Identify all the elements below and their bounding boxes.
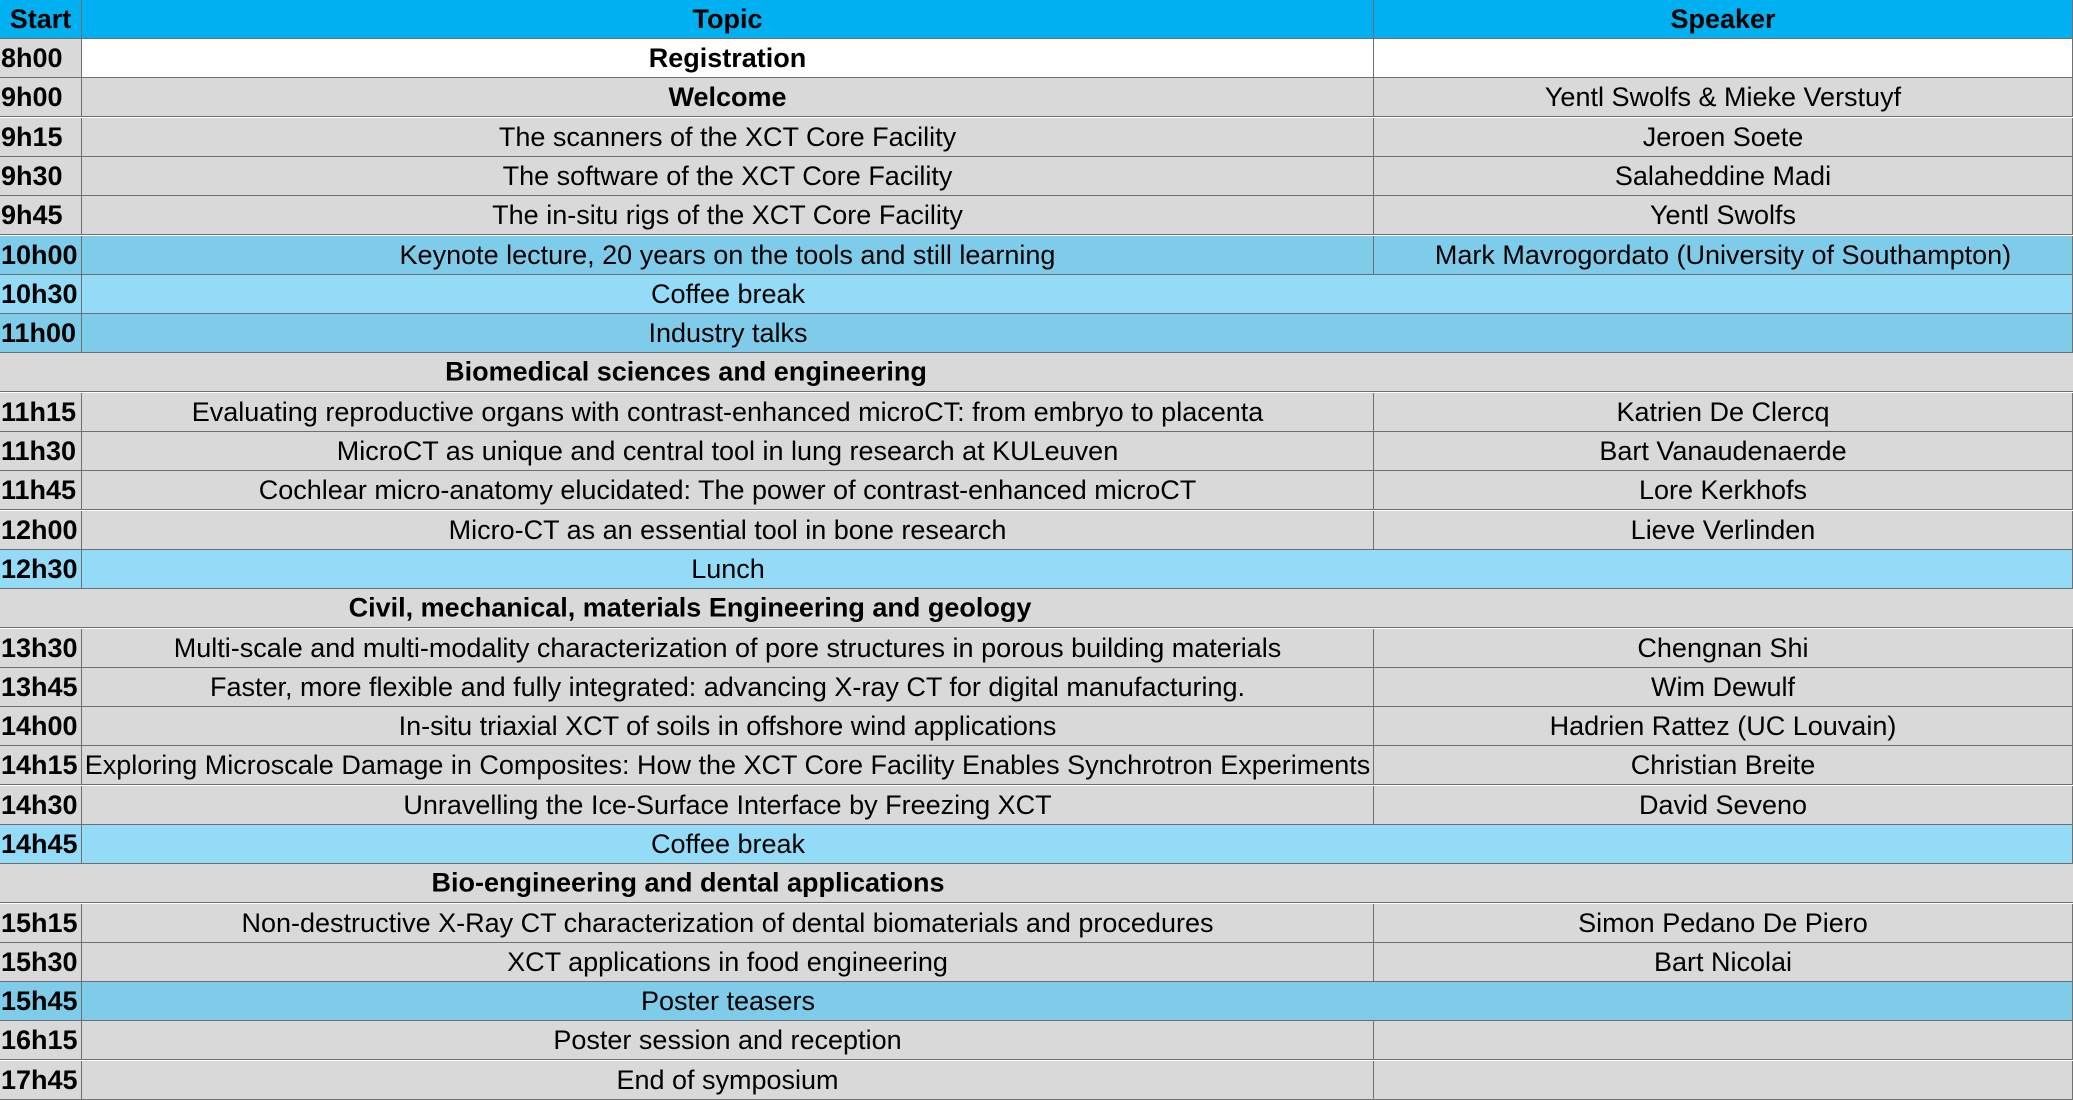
speaker-cell[interactable]: Salaheddine Madi bbox=[1374, 157, 2073, 196]
start-time[interactable]: 11h00 bbox=[0, 314, 82, 353]
section-header-row bbox=[0, 864, 2073, 903]
topic-cell[interactable] bbox=[82, 982, 2073, 1021]
speaker-cell[interactable]: Bart Nicolai bbox=[1374, 943, 2073, 982]
start-time[interactable]: 13h45 bbox=[0, 668, 82, 707]
topic-text: Industry talks bbox=[648, 317, 808, 348]
table-row bbox=[0, 236, 2073, 275]
topic-cell[interactable] bbox=[82, 550, 2073, 589]
table-row bbox=[0, 668, 2073, 707]
table-row bbox=[0, 707, 2073, 746]
speaker-cell[interactable]: David Seveno bbox=[1374, 786, 2073, 825]
table-row bbox=[0, 1021, 2073, 1060]
table-header bbox=[0, 0, 2073, 39]
table-row bbox=[0, 746, 2073, 785]
start-time[interactable]: 15h30 bbox=[0, 943, 82, 982]
section-heading[interactable] bbox=[0, 589, 2073, 628]
topic-cell[interactable] bbox=[82, 825, 2073, 864]
break-row bbox=[0, 825, 2073, 864]
table-row bbox=[0, 511, 2073, 550]
speaker-cell[interactable]: Jeroen Soete bbox=[1374, 118, 2073, 157]
start-time[interactable]: 9h30 bbox=[0, 157, 82, 196]
break-row bbox=[0, 982, 2073, 1021]
topic-cell[interactable]: The scanners of the XCT Core Facility bbox=[82, 118, 1374, 157]
table-row bbox=[0, 471, 2073, 510]
table-row bbox=[0, 786, 2073, 825]
speaker-cell[interactable]: Simon Pedano De Piero bbox=[1374, 904, 2073, 943]
speaker-cell[interactable]: Wim Dewulf bbox=[1374, 668, 2073, 707]
speaker-cell[interactable] bbox=[1374, 1021, 2073, 1060]
speaker-cell[interactable]: Yentl Swolfs & Mieke Verstuyf bbox=[1374, 78, 2073, 117]
start-time[interactable]: 11h45 bbox=[0, 471, 82, 510]
topic-cell[interactable]: Keynote lecture, 20 years on the tools and still learning bbox=[82, 236, 1374, 275]
topic-cell[interactable] bbox=[82, 275, 2073, 314]
topic-text: Coffee break bbox=[650, 828, 806, 859]
table-row bbox=[0, 904, 2073, 943]
start-time[interactable]: 11h15 bbox=[0, 393, 82, 432]
topic-cell[interactable]: MicroCT as unique and central tool in lung research at KULeuven bbox=[82, 432, 1374, 471]
start-time[interactable]: 17h45 bbox=[0, 1061, 82, 1100]
topic-cell[interactable]: Welcome bbox=[82, 78, 1374, 117]
start-time[interactable]: 14h15 bbox=[0, 746, 82, 785]
table-row bbox=[0, 1061, 2073, 1100]
speaker-cell[interactable]: Yentl Swolfs bbox=[1374, 196, 2073, 235]
table-row bbox=[0, 39, 2073, 78]
table-row bbox=[0, 78, 2073, 117]
start-time[interactable]: 11h30 bbox=[0, 432, 82, 471]
start-time[interactable]: 13h30 bbox=[0, 629, 82, 668]
section-heading[interactable] bbox=[0, 353, 2073, 392]
speaker-cell[interactable]: Bart Vanaudenaerde bbox=[1374, 432, 2073, 471]
start-time[interactable]: 14h30 bbox=[0, 786, 82, 825]
topic-cell[interactable]: The software of the XCT Core Facility bbox=[82, 157, 1374, 196]
topic-text: Lunch bbox=[691, 553, 765, 584]
start-time[interactable]: 14h00 bbox=[0, 707, 82, 746]
section-title: Bio-engineering and dental applications bbox=[431, 867, 945, 898]
topic-cell[interactable]: Micro-CT as an essential tool in bone research bbox=[82, 511, 1374, 550]
topic-cell[interactable]: Unravelling the Ice-Surface Interface by Freezing XCT bbox=[82, 786, 1374, 825]
topic-cell[interactable]: Cochlear micro-anatomy elucidated: The power of contrast-enhanced microCT bbox=[82, 471, 1374, 510]
speaker-cell[interactable]: Lieve Verlinden bbox=[1374, 511, 2073, 550]
start-time[interactable]: 16h15 bbox=[0, 1021, 82, 1060]
speaker-cell[interactable]: Katrien De Clercq bbox=[1374, 393, 2073, 432]
start-time[interactable]: 12h00 bbox=[0, 511, 82, 550]
topic-cell[interactable]: End of symposium bbox=[82, 1061, 1374, 1100]
table-row bbox=[0, 943, 2073, 982]
start-time[interactable]: 14h45 bbox=[0, 825, 82, 864]
speaker-cell[interactable]: Christian Breite bbox=[1374, 746, 2073, 785]
topic-cell[interactable]: Multi-scale and multi-modality characterization of pore structures in porous building materials bbox=[82, 629, 1374, 668]
topic-cell[interactable] bbox=[82, 314, 2073, 353]
start-time[interactable]: 15h15 bbox=[0, 904, 82, 943]
break-row bbox=[0, 314, 2073, 353]
topic-cell[interactable]: In-situ triaxial XCT of soils in offshore wind applications bbox=[82, 707, 1374, 746]
section-title: Biomedical sciences and engineering bbox=[445, 356, 927, 387]
topic-cell[interactable]: Evaluating reproductive organs with contrast-enhanced microCT: from embryo to placenta bbox=[82, 393, 1374, 432]
topic-text: Poster teasers bbox=[640, 985, 816, 1016]
speaker-cell[interactable]: Lore Kerkhofs bbox=[1374, 471, 2073, 510]
start-time[interactable]: 15h45 bbox=[0, 982, 82, 1021]
start-time[interactable]: 10h30 bbox=[0, 275, 82, 314]
section-header-row bbox=[0, 589, 2073, 628]
speaker-cell[interactable]: Mark Mavrogordato (University of Southampton) bbox=[1374, 236, 2073, 275]
topic-cell[interactable]: Poster session and reception bbox=[82, 1021, 1374, 1060]
start-time[interactable]: 9h45 bbox=[0, 196, 82, 235]
table-row bbox=[0, 196, 2073, 235]
start-time[interactable]: 9h15 bbox=[0, 118, 82, 157]
topic-text: Coffee break bbox=[650, 278, 806, 309]
section-title: Civil, mechanical, materials Engineering and geology bbox=[348, 592, 1032, 623]
start-time[interactable]: 8h00 bbox=[0, 39, 82, 78]
speaker-cell[interactable]: Hadrien Rattez (UC Louvain) bbox=[1374, 707, 2073, 746]
table-row bbox=[0, 118, 2073, 157]
table-row bbox=[0, 393, 2073, 432]
header-topic[interactable]: Topic bbox=[82, 0, 1374, 39]
speaker-cell[interactable] bbox=[1374, 1061, 2073, 1100]
topic-cell[interactable]: XCT applications in food engineering bbox=[82, 943, 1374, 982]
topic-cell[interactable]: Registration bbox=[82, 39, 1374, 78]
topic-cell[interactable]: Exploring Microscale Damage in Composites: How the XCT Core Facility Enables Synchrotron Experiments bbox=[82, 746, 1374, 785]
header-speaker[interactable]: Speaker bbox=[1374, 0, 2073, 39]
topic-cell[interactable]: The in-situ rigs of the XCT Core Facility bbox=[82, 196, 1374, 235]
speaker-cell[interactable] bbox=[1374, 39, 2073, 78]
table-row bbox=[0, 432, 2073, 471]
header-start[interactable]: Start bbox=[0, 0, 82, 39]
start-time[interactable]: 10h00 bbox=[0, 236, 82, 275]
break-row bbox=[0, 275, 2073, 314]
section-heading[interactable] bbox=[0, 864, 2073, 903]
topic-cell[interactable]: Non-destructive X-Ray CT characterization of dental biomaterials and procedures bbox=[82, 904, 1374, 943]
section-header-row bbox=[0, 353, 2073, 392]
break-row bbox=[0, 550, 2073, 589]
table-row bbox=[0, 157, 2073, 196]
start-time[interactable]: 9h00 bbox=[0, 78, 82, 117]
table-row bbox=[0, 629, 2073, 668]
speaker-cell[interactable]: Chengnan Shi bbox=[1374, 629, 2073, 668]
start-time[interactable]: 12h30 bbox=[0, 550, 82, 589]
topic-cell[interactable]: Faster, more flexible and fully integrated: advancing X-ray CT for digital manufacturing. bbox=[82, 668, 1374, 707]
